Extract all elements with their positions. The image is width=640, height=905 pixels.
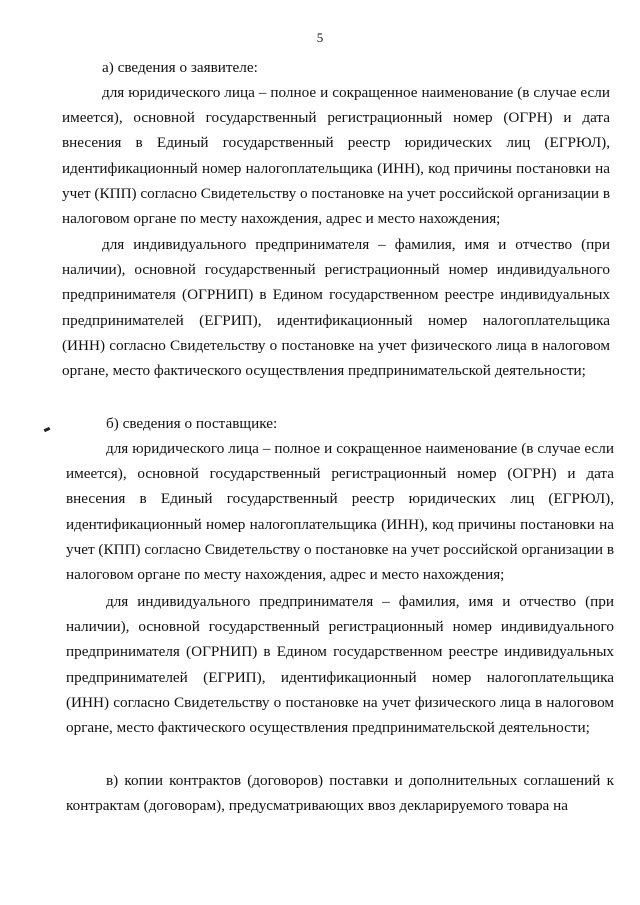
section-b-individual-entrepreneur-paragraph: для индивидуального предпринимателя – фамилия, имя и отчество (при наличии), основной государственный регистрационный номер индивидуального предпринимателя (ОГРНИП) в Едином государственном реестре индивидуальных предпринимателей (ЕГРИП), идентификационный номер налогоплательщика (ИНН) согласно Свидетельству о постановке на учет физического лица в налоговом органе, место фактического осуществления предпринимательской деятельности; [66,593,614,737]
section-b-legal-entity-paragraph: для юридического лица – полное и сокращенное наименование (в случае если имеется), основной государственный регистрационный номер (ОГРН) и дата внесения в Единый государственный реестр юридических лиц (ЕГРЮЛ), идентификационный номер налогоплательщика (ИНН), код причины постановки на учет (КПП) согласно Свидетельству о постановке на учет российской организации в налоговом органе по месту нахождения, адрес и место нахождения; [66,440,614,584]
section-a-heading: а) сведения о заявителе: [102,59,258,76]
page-number: 5 [316,30,324,45]
section-a-legal-entity-paragraph: для юридического лица – полное и сокращенное наименование (в случае если имеется), основной государственный регистрационный номер (ОГРН) и дата внесения в Единый государственный реестр юридических лиц (ЕГРЮЛ), идентификационный номер налогоплательщика (ИНН), код причины постановки на учет (КПП) согласно Свидетельству о постановке на учет российской организации в налоговом органе по месту нахождения, адрес и место нахождения; [62,84,610,228]
section-c-paragraph: в) копии контрактов (договоров) поставки и дополнительных соглашений к контрактам (договорам), предусматривающих ввоз декларируемого товара на [66,772,614,815]
margin-mark [44,427,51,432]
section-b-heading: б) сведения о поставщике: [106,415,278,432]
section-a-individual-entrepreneur-paragraph: для индивидуального предпринимателя – фамилия, имя и отчество (при наличии), основной государственный регистрационный номер индивидуального предпринимателя (ОГРНИП) в Едином государственном реестре индивидуальных предпринимателей (ЕГРИП), идентификационный номер налогоплательщика (ИНН) согласно Свидетельству о постановке на учет физического лица в налоговом органе, место фактического осуществления предпринимательской деятельности; [62,236,610,380]
